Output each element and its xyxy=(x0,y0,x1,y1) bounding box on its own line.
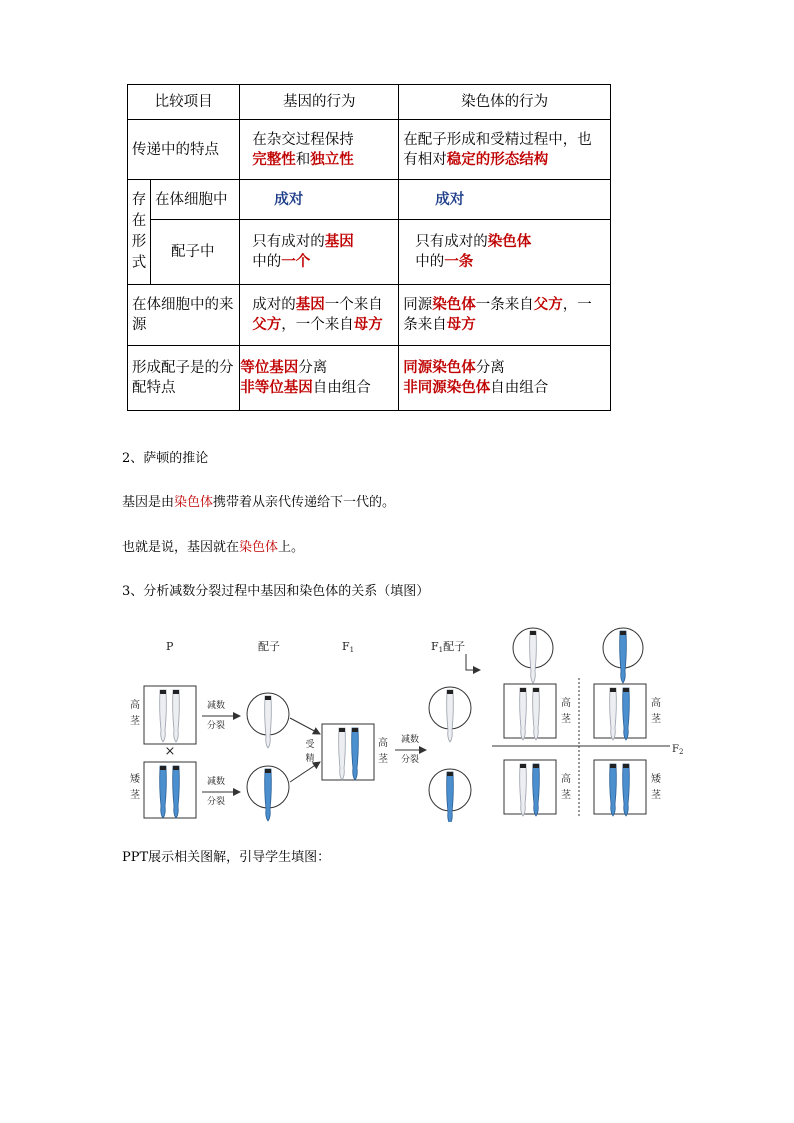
f2-box-4 xyxy=(594,760,646,814)
label-division: 分裂 xyxy=(400,755,420,765)
footer-paragraph: PPT展示相关图解，引导学生填图： xyxy=(122,850,331,865)
header-compare-item: 比较项目 xyxy=(128,85,240,120)
table-row xyxy=(128,180,611,220)
label-short: 矮 xyxy=(651,774,661,785)
label-stem: 茎 xyxy=(651,714,661,725)
label-f2: $F_2$ xyxy=(672,744,684,756)
f2-box-1 xyxy=(504,684,556,738)
meiosis-figure xyxy=(120,622,690,822)
section2-heading: 2、萨顿的推论 xyxy=(122,451,209,466)
label-fertilization-b: 精 xyxy=(305,754,315,764)
table-row xyxy=(128,120,611,180)
label-meiosis: 减数 xyxy=(206,701,226,711)
chromosome-cell: 同源染色体一条来自父方，一条来自母方 xyxy=(399,285,611,346)
row-label: 传递中的特点 xyxy=(128,120,240,180)
table-row xyxy=(128,346,611,411)
row-label: 在体细胞中的来源 xyxy=(128,285,240,346)
label-stem: 茎 xyxy=(130,790,140,801)
cross-symbol: × xyxy=(164,744,176,759)
chromosome-cell: 成对 xyxy=(399,180,611,220)
table-header-row xyxy=(128,85,611,120)
paragraph-gene-on-chromosome: 也就是说，基因就在染色体上。 xyxy=(122,540,305,555)
label-gamete: 配子 xyxy=(258,640,280,653)
header-chromosome-behavior: 染色体的行为 xyxy=(399,85,611,120)
gene-cell: 只有成对的基因 中的一个 xyxy=(240,220,399,285)
label-stem: 茎 xyxy=(561,714,571,725)
label-stem: 茎 xyxy=(561,790,571,801)
label-division: 分裂 xyxy=(206,797,226,807)
gene-cell: 成对 xyxy=(240,180,399,220)
row-label: 配子中 xyxy=(151,220,240,285)
label-f1-gamete: F1配子 xyxy=(431,640,466,654)
label-tall: 高 xyxy=(130,700,140,711)
p-tall-box xyxy=(144,686,196,744)
label-division: 分裂 xyxy=(206,721,226,731)
label-tall: 高 xyxy=(651,698,661,709)
header-gene-behavior: 基因的行为 xyxy=(240,85,399,120)
row-label: 在体细胞中 xyxy=(151,180,240,220)
label-stem: 茎 xyxy=(378,754,388,765)
label-stem: 茎 xyxy=(651,790,661,801)
label-p: P xyxy=(166,640,174,653)
gene-cell: 成对的基因一个来自父方，一个来自母方 xyxy=(240,285,399,346)
p-short-box xyxy=(144,762,196,818)
f1-box xyxy=(322,724,374,780)
f2-box-2 xyxy=(594,684,646,738)
label-meiosis: 减数 xyxy=(400,735,420,745)
label-tall: 高 xyxy=(378,738,388,749)
label-f1: F1 xyxy=(342,640,355,654)
gene-cell: 等位基因分离 非等位基因自由组合 xyxy=(240,346,399,411)
chromosome-cell: 在配子形成和受精过程中，也有相对稳定的形态结构 xyxy=(399,120,611,180)
f2-box-3 xyxy=(504,760,556,814)
comparison-table xyxy=(127,84,611,411)
section3-heading: 3、分析减数分裂过程中基因和染色体的关系（填图） xyxy=(122,584,430,599)
label-stem: 茎 xyxy=(130,716,140,727)
chromosome-cell: 只有成对的染色体 中的一条 xyxy=(399,220,611,285)
gene-cell: 在杂交过程保持 完整性和独立性 xyxy=(240,120,399,180)
label-tall: 高 xyxy=(561,774,571,785)
table-row xyxy=(128,285,611,346)
label-short: 矮 xyxy=(130,774,140,785)
paragraph-gene-carrier: 基因是由染色体携带着从亲代传递给下一代的。 xyxy=(122,495,396,510)
label-fertilization-a: 受 xyxy=(305,740,315,750)
label-tall: 高 xyxy=(561,698,571,709)
label-meiosis: 减数 xyxy=(206,777,226,787)
chromosome-cell: 同源染色体分离 非同源染色体自由组合 xyxy=(399,346,611,411)
existence-form-label: 存 在 形 式 xyxy=(128,180,151,285)
row-label: 形成配子是的分配特点 xyxy=(128,346,240,411)
table-row xyxy=(128,220,611,285)
